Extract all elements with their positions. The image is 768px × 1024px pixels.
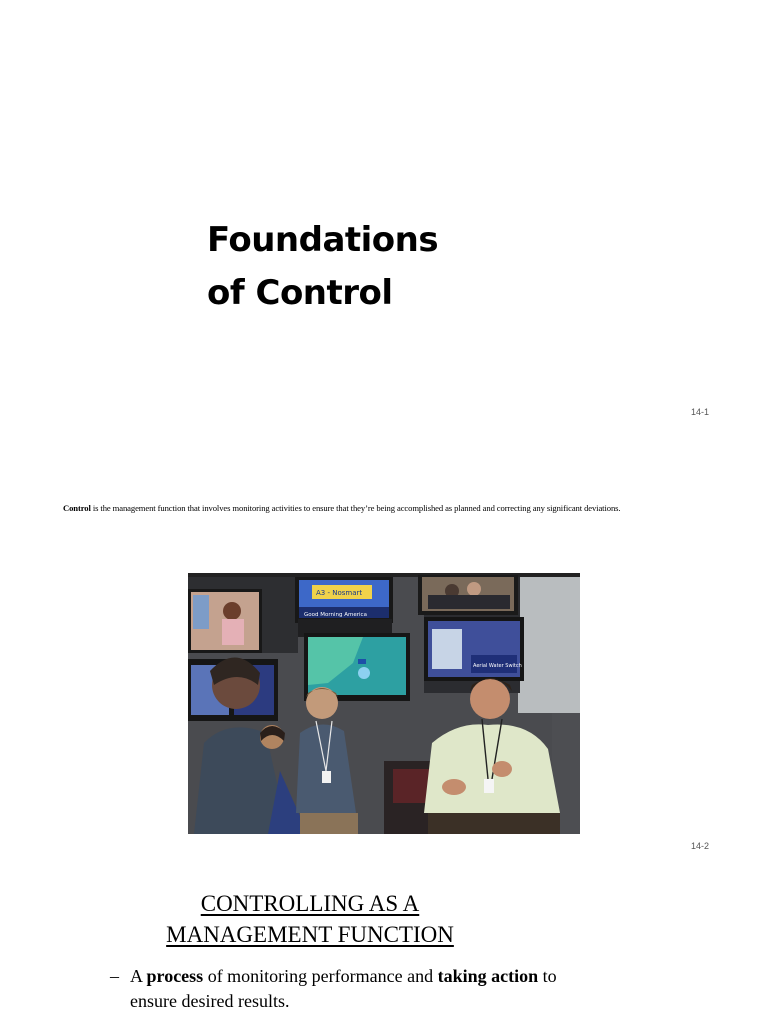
bullet-dash: – <box>110 966 119 986</box>
definition-body: is the management function that involves monitoring activities to ensure that they’re being accomplished as planned and correcting any significant deviations. <box>90 503 621 513</box>
section-title <box>110 888 510 950</box>
definition-text <box>63 503 723 513</box>
section-title-line-2: MANAGEMENT FUNCTION <box>166 922 454 947</box>
tv-label-3: Aerial Water Switch <box>473 663 522 669</box>
control-room-illustration <box>188 573 580 834</box>
bullet-keyword-taking-action: taking action <box>437 966 539 986</box>
bullet-keyword-process: process <box>146 966 204 986</box>
bullet-text-part: A <box>130 966 147 986</box>
tv-label-2: Good Morning America <box>304 612 367 618</box>
bullet-text-part: of monitoring performance and <box>203 966 438 986</box>
bullet-text-part: to <box>538 966 557 986</box>
slide-title-line-2: of Control <box>207 273 393 313</box>
slide-number: 14-1 <box>691 407 710 417</box>
slide-title <box>207 214 507 320</box>
section-title-line-1: CONTROLLING AS A <box>200 891 420 916</box>
bullet-text-line-2: ensure desired results. <box>130 991 290 1011</box>
tv-label-1: A3 - Nosmart <box>316 589 363 597</box>
definition-term: Control <box>63 503 91 513</box>
slide-number: 14-2 <box>691 841 710 851</box>
bullet-text <box>130 964 620 1014</box>
slide-title-line-1: Foundations <box>207 220 439 260</box>
control-room-photo <box>188 573 580 834</box>
